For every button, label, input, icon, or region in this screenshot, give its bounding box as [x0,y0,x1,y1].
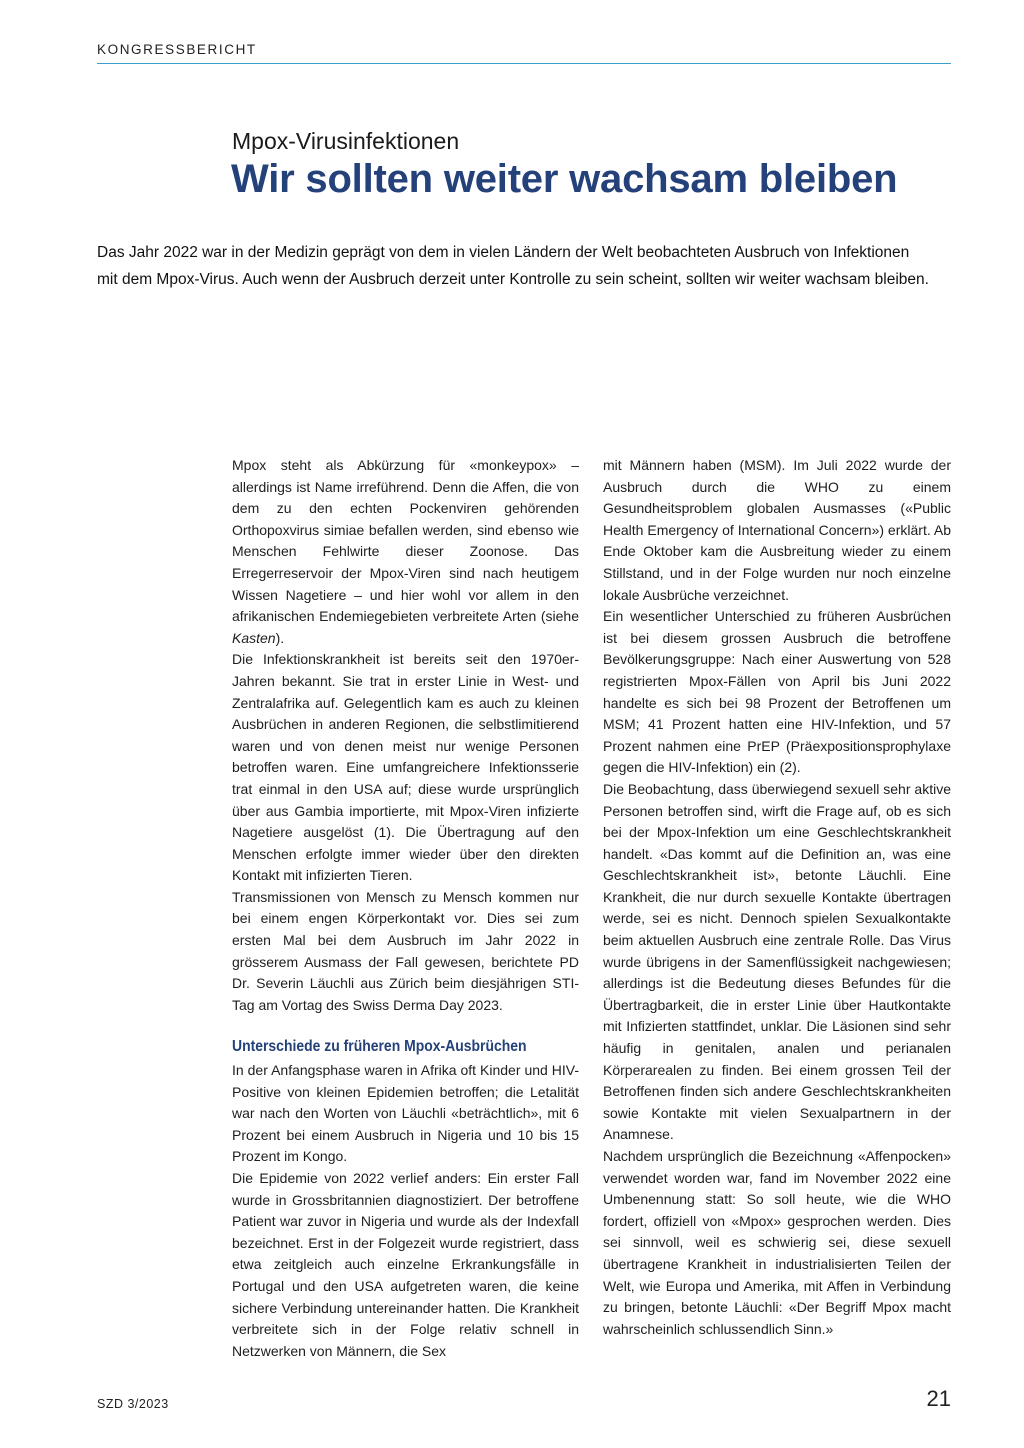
lead-line: Das Jahr 2022 war in der Medizin geprägt von dem in vielen Ländern der Welt beobachteten Ausbruch von Infektionen [97,244,910,261]
paragraph: In der Anfangsphase waren in Afrika oft Kinder und HIV-Positive von kleinen Epidemien betroffen; die Letalität war nach den Worten von Läuchli «beträchtlich», mit 6 Prozent bei einem Ausbruch in Nigeria und 10 bis 15 Prozent im Kongo. [232,1062,579,1165]
paragraph: Nachdem ursprünglich die Bezeichnung «Affenpocken» verwendet worden war, fand im November 2022 eine Umbenennung statt: So soll heute, wie die WHO fordert, offiziell von «Mpox» gesprochen werden. Dies sei sinnvoll, weil es schwierig sei, diese sexuell übertragene Krankheit in industrialisierten Teilen der Welt, wie Europa und Amerika, mit Affen in Verbindung zu bringen, betonte Läuchli: «Der Begriff Mpox macht wahrscheinlich schlussendlich Sinn.» [603,1148,951,1337]
text-run: Mpox steht als Abkürzung für «monkeypox» – allerdings ist Name irreführend. Denn die Affen, die von dem zu den echten Pockenviren gehörenden Orthopoxvirus simiae befallen werden, sind ebenso wie Menschen Fehlwirte dieser Zoonose. Das Erregerreservoir der Mpox-Viren sind nach heutigem Wissen Nagetiere – und hier wohl vor allem in den afrikanischen Endemiegebieten verbreitete Arten (siehe [232,457,579,625]
section-label: KONGRESSBERICHT [97,42,257,57]
header-rule [97,63,951,64]
lead-line: mit dem Mpox-Virus. Auch wenn der Ausbruch derzeit unter Kontrolle zu sein scheint, sollten wir weiter wachsam bleiben. [97,271,929,288]
article-kicker: Mpox-Virusinfektionen [232,128,460,154]
paragraph: Die Beobachtung, dass überwiegend sexuell sehr aktive Personen betroffen sind, wirft die Frage auf, ob es sich bei der Mpox-Infektion um eine Geschlechtskrankheit handelt. «Das kommt auf die Definition an, was eine Geschlechtskrankheit ist», betonte Läuchli. Eine Krankheit, die nur durch sexuelle Kontakte übertragen werde, sei es nicht. Dennoch spielen Sexualkontakte beim aktuellen Ausbruch eine zentrale Rolle. Das Virus wurde übrigens in der Samenflüssigkeit nachgewiesen; allerdings ist die Bedeutung dieses Befundes für die Übertragbarkeit, die in erster Linie über Hautkontakte mit Infizierten stattfindet, unklar. Die Läsionen sind sehr häufig in genitalen, analen und perianalen Körperarealen zu finden. Bei einem grossen Teil der Betroffenen finden sich andere Geschlechtskrankheiten sowie Kontakte mit vielen Sexualpartnern in der Anamnese. [603,780,951,1143]
text-run: ). [275,629,285,646]
right-column [603,455,951,1340]
page-number: 21 [926,1386,951,1411]
paragraph: Ein wesentlicher Unterschied zu früheren Ausbrüchen ist bei diesem grossen Ausbruch die betroffene Bevölkerungsgruppe: Nach einer Auswertung von 528 registrierten Mpox-Fällen von April bis Juni 2022 handelte es sich bei 98 Prozent der Betroffenen um MSM; 41 Prozent hatten eine HIV-Infektion, und 57 Prozent nahmen eine PrEP (Präexpositionsprophylaxe gegen die HIV-Infektion) ein (2). [603,608,951,776]
section-subheading: Unterschiede zu früheren Mpox-Ausbrüchen [232,1038,527,1056]
left-column [232,455,579,1362]
paragraph: Transmissionen von Mensch zu Mensch kommen nur bei einem engen Körperkontakt vor. Dies sei zum ersten Mal bei dem Ausbruch im Jahr 2022 in grösserem Ausmass der Fall gewesen, berichtete PD Dr. Severin Läuchli aus Zürich beim diesjährigen STI-Tag am Vortag des Swiss Derma Day 2023. [232,888,579,1013]
article-lead [97,239,957,293]
emphasis-text: Kasten [232,629,276,646]
footer-issue: SZD 3/2023 [97,1397,169,1411]
paragraph [232,455,579,649]
paragraph: mit Männern haben (MSM). Im Juli 2022 wurde der Ausbruch durch die WHO zu einem Gesundheitsproblem globalen Ausmasses («Public Health Emergency of International Concern») erklärt. Ab Ende Oktober kam die Ausbreitung wieder zu einem Stillstand, und in der Folge wurden nur noch einzelne lokale Ausbrüche verzeichnet. [603,457,951,603]
paragraph: Die Epidemie von 2022 verlief anders: Ein erster Fall wurde in Grossbritannien diagnostiziert. Der betroffene Patient war zuvor in Nigeria und wurde als der Indexfall bezeichnet. Erst in der Folgezeit wurde registriert, dass etwa zeitgleich auch einzelne Erkrankungsfälle in Portugal und den USA aufgetreten waren, die keine sichere Verbindung untereinander hatten. Die Krankheit verbreitete sich in der Folge relativ schnell in Netzwerken von Männern, die Sex [232,1170,579,1359]
paragraph: Die Infektionskrankheit ist bereits seit den 1970er-Jahren bekannt. Sie trat in erster Linie in West- und Zentralafrika auf. Gelegentlich kam es auch zu kleinen Ausbrüchen in anderen Regionen, die selbstlimitierend waren und von denen meist nur wenige Personen betroffen waren. Eine umfangreichere Infektionsserie trat einmal in den USA auf; diese wurde ursprünglich über aus Gambia importierte, mit Mpox-Viren infizierte Nagetiere ausgelöst (1). Die Übertragung auf den Menschen erfolgte immer wieder über den direkten Kontakt mit infizierten Tieren. [232,651,579,884]
article-title: Wir sollten weiter wachsam bleiben [231,157,898,201]
